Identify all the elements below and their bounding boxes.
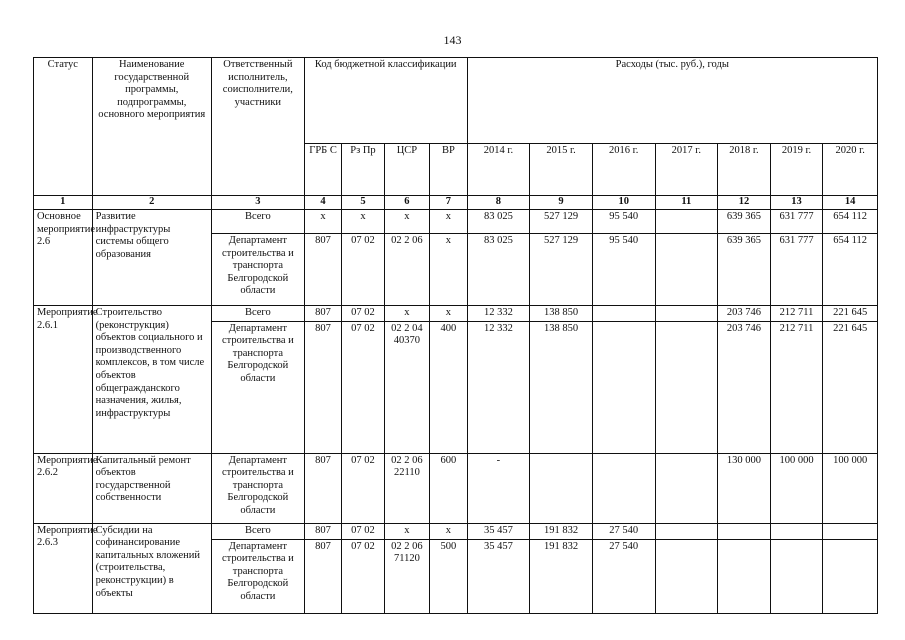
row-value — [655, 523, 718, 539]
row-vr: 600 — [430, 453, 467, 523]
row-value: 203 746 — [718, 306, 771, 322]
row-grbs: 807 — [304, 234, 341, 306]
row-status: Основное мероприятие 2.6 — [34, 210, 93, 306]
row-value — [655, 321, 718, 453]
row-value: 100 000 — [823, 453, 878, 523]
column-number: 11 — [655, 196, 718, 210]
column-number: 12 — [718, 196, 771, 210]
row-value — [655, 210, 718, 234]
column-number: 8 — [467, 196, 530, 210]
row-value: 83 025 — [467, 210, 530, 234]
row-value: 95 540 — [592, 210, 655, 234]
row-grbs: х — [304, 210, 341, 234]
row-value — [770, 539, 823, 613]
header-csr: ЦСР — [384, 144, 429, 196]
expenses-table — [33, 57, 878, 614]
row-vr: 400 — [430, 321, 467, 453]
header-rzpr: Рз Пр — [342, 144, 384, 196]
row-value: 212 711 — [770, 306, 823, 322]
row-rzpr: 07 02 — [342, 234, 384, 306]
row-status: Мероприятие 2.6.2 — [34, 453, 93, 523]
row-value: 12 332 — [467, 306, 530, 322]
header-year: 2017 г. — [655, 144, 718, 196]
column-number: 1 — [34, 196, 93, 210]
row-vr: х — [430, 234, 467, 306]
row-value: 631 777 — [770, 210, 823, 234]
row-name: Развитие инфраструктуры системы общего образования — [92, 210, 211, 306]
row-value: 221 645 — [823, 306, 878, 322]
row-vr: 500 — [430, 539, 467, 613]
column-number: 6 — [384, 196, 429, 210]
row-grbs: 807 — [304, 321, 341, 453]
row-responsible: Всего — [211, 210, 304, 234]
header-year: 2016 г. — [592, 144, 655, 196]
column-number: 3 — [211, 196, 304, 210]
row-value: 654 112 — [823, 210, 878, 234]
column-number: 14 — [823, 196, 878, 210]
row-vr: х — [430, 523, 467, 539]
column-number: 7 — [430, 196, 467, 210]
row-responsible: Всего — [211, 523, 304, 539]
row-csr: х — [384, 523, 429, 539]
row-name: Капитальный ремонт объектов государственной собственности — [92, 453, 211, 523]
row-responsible: Департамент строительства и транспорта Белгородской области — [211, 234, 304, 306]
header-year: 2020 г. — [823, 144, 878, 196]
row-value: 138 850 — [530, 306, 593, 322]
row-csr: 02 2 06 71120 — [384, 539, 429, 613]
row-value — [718, 539, 771, 613]
page-number: 143 — [443, 33, 462, 47]
row-value — [592, 453, 655, 523]
row-value — [823, 523, 878, 539]
row-csr: 02 2 06 22110 — [384, 453, 429, 523]
row-value: - — [467, 453, 530, 523]
row-rzpr: х — [342, 210, 384, 234]
row-responsible: Департамент строительства и транспорта Белгородской области — [211, 453, 304, 523]
header-status: Статус — [34, 58, 93, 196]
row-name: Субсидии на софинансирование капитальных вложений (строительства, реконструкции) в объекты — [92, 523, 211, 613]
header-name: Наименование государственной программы, подпрограммы, основного мероприятия — [92, 58, 211, 196]
row-rzpr: 07 02 — [342, 321, 384, 453]
row-value — [655, 306, 718, 322]
header-year: 2019 г. — [770, 144, 823, 196]
row-value — [592, 306, 655, 322]
row-value: 12 332 — [467, 321, 530, 453]
column-number: 2 — [92, 196, 211, 210]
header-year: 2018 г. — [718, 144, 771, 196]
row-value: 527 129 — [530, 210, 593, 234]
column-number: 10 — [592, 196, 655, 210]
row-value: 35 457 — [467, 539, 530, 613]
column-number: 5 — [342, 196, 384, 210]
row-responsible: Департамент строительства и транспорта Белгородской области — [211, 321, 304, 453]
header-vr: ВР — [430, 144, 467, 196]
row-value: 191 832 — [530, 539, 593, 613]
row-value — [823, 539, 878, 613]
row-value: 212 711 — [770, 321, 823, 453]
header-grbs: ГРБ С — [304, 144, 341, 196]
row-grbs: 807 — [304, 306, 341, 322]
row-vr: х — [430, 210, 467, 234]
row-value: 221 645 — [823, 321, 878, 453]
row-grbs: 807 — [304, 453, 341, 523]
row-vr: х — [430, 306, 467, 322]
header-year: 2015 г. — [530, 144, 593, 196]
row-value: 191 832 — [530, 523, 593, 539]
header-responsible: Ответственный исполнитель, соисполнители, участники — [211, 58, 304, 196]
column-number: 4 — [304, 196, 341, 210]
row-csr: 02 2 04 40370 — [384, 321, 429, 453]
column-number: 13 — [770, 196, 823, 210]
row-value: 27 540 — [592, 539, 655, 613]
row-value: 130 000 — [718, 453, 771, 523]
row-value: 654 112 — [823, 234, 878, 306]
row-csr: х — [384, 210, 429, 234]
row-value — [530, 453, 593, 523]
row-grbs: 807 — [304, 539, 341, 613]
row-grbs: 807 — [304, 523, 341, 539]
row-value: 631 777 — [770, 234, 823, 306]
row-rzpr: 07 02 — [342, 523, 384, 539]
row-value — [718, 523, 771, 539]
row-value: 27 540 — [592, 523, 655, 539]
header-expenses: Расходы (тыс. руб.), годы — [467, 58, 877, 144]
row-value — [592, 321, 655, 453]
row-value — [770, 523, 823, 539]
row-value: 35 457 — [467, 523, 530, 539]
row-status: Мероприятие 2.6.3 — [34, 523, 93, 613]
row-value: 83 025 — [467, 234, 530, 306]
row-value: 203 746 — [718, 321, 771, 453]
header-year: 2014 г. — [467, 144, 530, 196]
column-number: 9 — [530, 196, 593, 210]
row-name: Строительство (реконструкция) объектов социального и производственного комплексов, в том числе объектов общегражданского назначения, жилья, инфраструктуры — [92, 306, 211, 454]
row-responsible: Департамент строительства и транспорта Белгородской области — [211, 539, 304, 613]
row-value: 95 540 — [592, 234, 655, 306]
row-rzpr: 07 02 — [342, 306, 384, 322]
row-value: 100 000 — [770, 453, 823, 523]
row-rzpr: 07 02 — [342, 453, 384, 523]
row-value: 527 129 — [530, 234, 593, 306]
row-value: 639 365 — [718, 210, 771, 234]
row-value — [655, 453, 718, 523]
row-responsible: Всего — [211, 306, 304, 322]
header-budget-code: Код бюджетной классификации — [304, 58, 467, 144]
row-rzpr: 07 02 — [342, 539, 384, 613]
row-value: 639 365 — [718, 234, 771, 306]
row-value: 138 850 — [530, 321, 593, 453]
row-status: Мероприятие 2.6.1 — [34, 306, 93, 454]
row-csr: 02 2 06 — [384, 234, 429, 306]
row-csr: х — [384, 306, 429, 322]
row-value — [655, 234, 718, 306]
row-value — [655, 539, 718, 613]
